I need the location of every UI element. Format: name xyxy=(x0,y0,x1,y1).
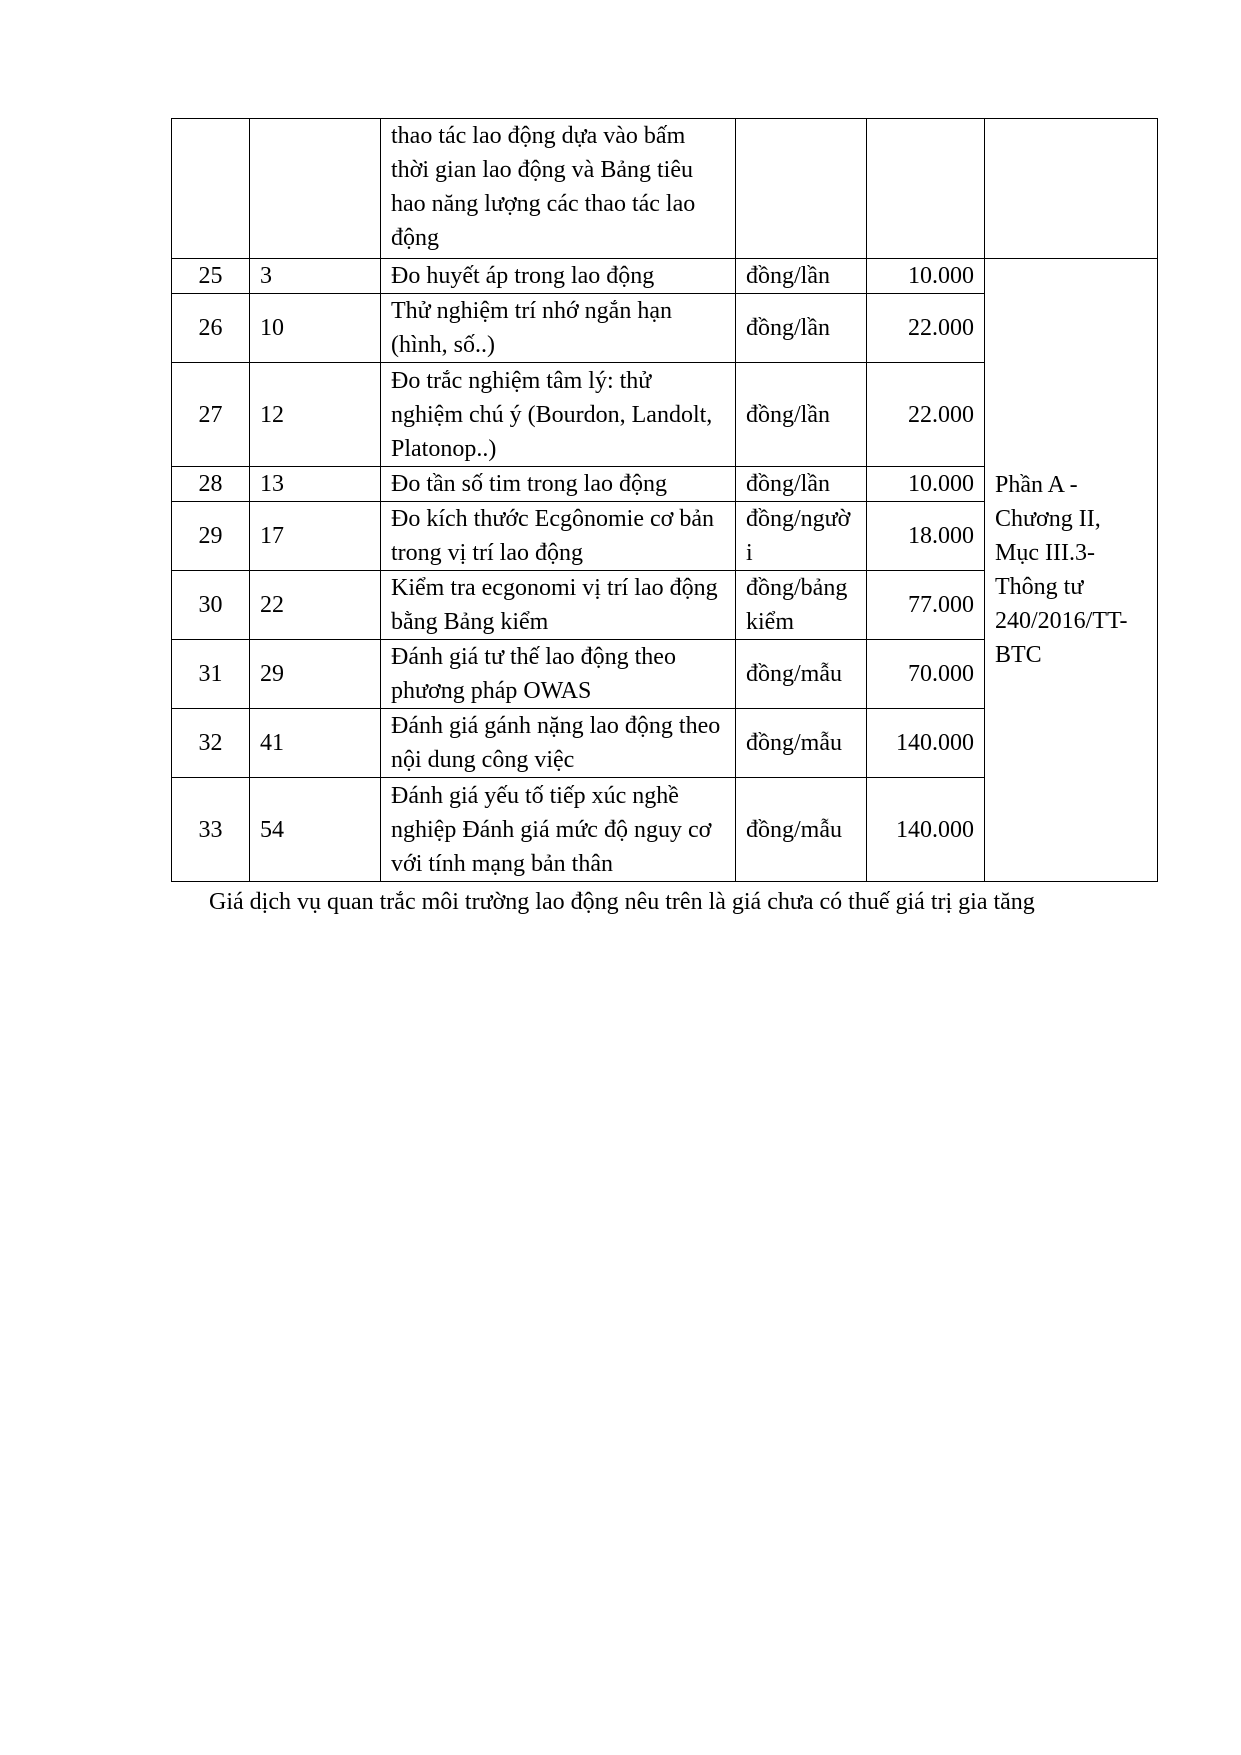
cell-code: 29 xyxy=(250,640,381,709)
cell-name: Kiểm tra ecgonomi vị trí lao động bằng Bảng kiểm xyxy=(381,571,736,640)
cell-code: 17 xyxy=(250,502,381,571)
cell-unit: đồng/lần xyxy=(736,294,867,363)
table-row xyxy=(172,259,1158,294)
cell-stt: 31 xyxy=(172,640,250,709)
cell-name: Đo huyết áp trong lao động xyxy=(381,259,736,294)
cell-name: Đánh giá gánh nặng lao động theo nội dung công việc xyxy=(381,709,736,778)
cell-name: Đánh giá yếu tố tiếp xúc nghề nghiệp Đánh giá mức độ nguy cơ với tính mạng bản thân xyxy=(381,778,736,882)
cell-name: Thử nghiệm trí nhớ ngắn hạn (hình, số..) xyxy=(381,294,736,363)
cell-unit: đồng/người xyxy=(736,502,867,571)
cell-stt: 32 xyxy=(172,709,250,778)
cell-stt: 26 xyxy=(172,294,250,363)
cell-reference-empty xyxy=(985,119,1158,259)
cell-price: 18.000 xyxy=(867,502,985,571)
cell-unit: đồng/lần xyxy=(736,363,867,467)
cell-price: 10.000 xyxy=(867,259,985,294)
cell-code: 54 xyxy=(250,778,381,882)
cell-stt: 30 xyxy=(172,571,250,640)
cell-name: thao tác lao động dựa vào bấm thời gian lao động và Bảng tiêu hao năng lượng các thao tác lao động xyxy=(381,119,736,259)
cell-unit: đồng/mẫu xyxy=(736,640,867,709)
cell-code: 12 xyxy=(250,363,381,467)
cell-stt: 33 xyxy=(172,778,250,882)
price-table xyxy=(171,118,1158,882)
cell-unit: đồng/bảng kiểm xyxy=(736,571,867,640)
cell-unit: đồng/mẫu xyxy=(736,709,867,778)
cell-stt: 25 xyxy=(172,259,250,294)
cell-price: 22.000 xyxy=(867,294,985,363)
cell-name: Đo tần số tim trong lao động xyxy=(381,467,736,502)
cell-name: Đánh giá tư thế lao động theo phương pháp OWAS xyxy=(381,640,736,709)
cell-price: 70.000 xyxy=(867,640,985,709)
cell-stt: 27 xyxy=(172,363,250,467)
cell-code: 10 xyxy=(250,294,381,363)
cell-reference: Phần A - Chương II, Mục III.3- Thông tư 240/2016/TT-BTC xyxy=(985,259,1158,882)
cell-unit: đồng/lần xyxy=(736,259,867,294)
cell-stt: 28 xyxy=(172,467,250,502)
cell-code xyxy=(250,119,381,259)
cell-price: 140.000 xyxy=(867,709,985,778)
cell-price xyxy=(867,119,985,259)
cell-price: 22.000 xyxy=(867,363,985,467)
cell-price: 140.000 xyxy=(867,778,985,882)
cell-price: 10.000 xyxy=(867,467,985,502)
cell-unit: đồng/mẫu xyxy=(736,778,867,882)
cell-price: 77.000 xyxy=(867,571,985,640)
cell-unit xyxy=(736,119,867,259)
table-row-continuation xyxy=(172,119,1158,259)
cell-name: Đo kích thước Ecgônomie cơ bản trong vị trí lao động xyxy=(381,502,736,571)
cell-stt xyxy=(172,119,250,259)
cell-code: 13 xyxy=(250,467,381,502)
cell-code: 3 xyxy=(250,259,381,294)
cell-unit: đồng/lần xyxy=(736,467,867,502)
cell-stt: 29 xyxy=(172,502,250,571)
price-note: Giá dịch vụ quan trắc môi trường lao động nêu trên là giá chưa có thuế giá trị gia tăng xyxy=(209,889,1035,915)
cell-name: Đo trắc nghiệm tâm lý: thử nghiệm chú ý (Bourdon, Landolt, Platonop..) xyxy=(381,363,736,467)
cell-code: 41 xyxy=(250,709,381,778)
cell-code: 22 xyxy=(250,571,381,640)
